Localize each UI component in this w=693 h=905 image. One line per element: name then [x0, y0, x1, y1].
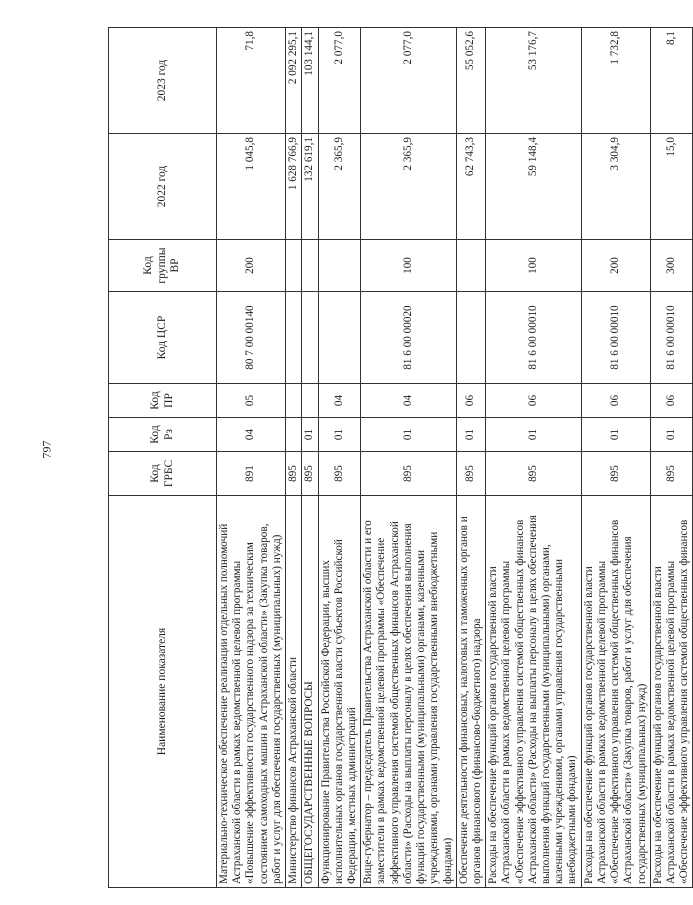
row-name: Обеспечение деятельности финансовых, налоговых и таможенных органов и органов финансового (финансово-бюджетного) надзора — [456, 496, 485, 888]
row-grbs: 895 — [581, 452, 650, 496]
row-rz: 01 — [650, 418, 693, 452]
row-pr: 06 — [650, 384, 693, 418]
page-number: 797 — [39, 440, 54, 459]
row-2023: 2 077,0 — [318, 28, 361, 134]
header-2022: 2022 год — [109, 134, 217, 240]
row-vr — [456, 240, 485, 292]
row-name: Расходы на обеспечение функций органов государственной власти Астраханской области в рамках ведомственной целевой программы «Обеспечение эффективного управления системой общественных финансов Астраханской области» (Закупка товаров, работ и услуг для обеспечения государственных (муниципальных) нужд) — [581, 496, 650, 888]
row-vr: 300 — [650, 240, 693, 292]
row-pr — [286, 384, 302, 418]
header-grbs: Код ГРБС — [109, 452, 217, 496]
table-row — [217, 28, 286, 888]
header-vr: Код группы ВР — [109, 240, 217, 292]
row-name: Функционирование Правительства Российской Федерации, высших исполнительных органов государственной власти субъектов Российской Федерации, местных администраций — [318, 496, 361, 888]
row-pr — [302, 384, 318, 418]
row-csr — [318, 292, 361, 384]
row-rz: 01 — [302, 418, 318, 452]
row-2023: 2 092 295,1 — [286, 28, 302, 134]
row-vr: 100 — [486, 240, 582, 292]
row-rz: 04 — [217, 418, 286, 452]
row-vr — [286, 240, 302, 292]
table-row — [302, 28, 318, 888]
table-row — [361, 28, 457, 888]
row-grbs: 895 — [302, 452, 318, 496]
header-2023: 2023 год — [109, 28, 217, 134]
row-rz: 01 — [318, 418, 361, 452]
row-csr: 81 6 00 00010 — [581, 292, 650, 384]
row-2023: 1 732,8 — [581, 28, 650, 134]
row-csr — [302, 292, 318, 384]
row-pr: 06 — [456, 384, 485, 418]
row-rz: 01 — [581, 418, 650, 452]
header-csr: Код ЦСР — [109, 292, 217, 384]
row-rz: 01 — [361, 418, 457, 452]
row-vr: 200 — [581, 240, 650, 292]
row-grbs: 895 — [286, 452, 302, 496]
row-2022: 2 365,9 — [318, 134, 361, 240]
row-csr — [456, 292, 485, 384]
row-rz: 01 — [486, 418, 582, 452]
row-2022: 59 148,4 — [486, 134, 582, 240]
row-2023: 2 077,0 — [361, 28, 457, 134]
row-name: ОБЩЕГОСУДАРСТВЕННЫЕ ВОПРОСЫ — [302, 496, 318, 888]
row-vr: 200 — [217, 240, 286, 292]
row-rz: 01 — [456, 418, 485, 452]
row-csr: 81 6 00 00010 — [650, 292, 693, 384]
row-grbs: 895 — [650, 452, 693, 496]
row-2022: 2 365,9 — [361, 134, 457, 240]
row-csr: 81 6 00 00020 — [361, 292, 457, 384]
row-pr: 05 — [217, 384, 286, 418]
row-pr: 04 — [318, 384, 361, 418]
row-csr — [286, 292, 302, 384]
table-row — [486, 28, 582, 888]
row-name: Министерство финансов Астраханской области — [286, 496, 302, 888]
table-row — [456, 28, 485, 888]
budget-table — [108, 27, 693, 888]
rotated-page-area — [108, 28, 691, 888]
row-2023: 53 176,7 — [486, 28, 582, 134]
row-2022: 1 628 766,9 — [286, 134, 302, 240]
row-vr — [302, 240, 318, 292]
row-grbs: 891 — [217, 452, 286, 496]
row-grbs: 895 — [486, 452, 582, 496]
header-pr: Код ПР — [109, 384, 217, 418]
table-header-row — [109, 28, 217, 888]
header-rz: Код Рз — [109, 418, 217, 452]
row-vr: 100 — [361, 240, 457, 292]
table-row — [650, 28, 693, 888]
table-row — [581, 28, 650, 888]
table-row — [286, 28, 302, 888]
row-2023: 71,8 — [217, 28, 286, 134]
row-grbs: 895 — [456, 452, 485, 496]
row-name: Расходы на обеспечение функций органов государственной власти Астраханской области в рамках ведомственной целевой программы «Обеспечение эффективного управления системой общественных финансов — [650, 496, 693, 888]
rotated-table-container — [108, 28, 691, 888]
row-2023: 103 144,1 — [302, 28, 318, 134]
row-vr — [318, 240, 361, 292]
row-grbs: 895 — [361, 452, 457, 496]
row-2022: 1 045,8 — [217, 134, 286, 240]
row-rz — [286, 418, 302, 452]
row-name: Вице-губернатор – председатель Правительства Астраханской области и его заместители в рамках ведомственной целевой программы «Обеспечение эффективного управления системой общественных финансов Астраханской области» (Расходы на выплаты персоналу в целях обеспечения выполнения функций государственными (муниципальными) органами, казенными учреждениями, органами управления государственными внебюджетными фондами) — [361, 496, 457, 888]
row-pr: 06 — [486, 384, 582, 418]
row-2023: 8,1 — [650, 28, 693, 134]
row-csr: 80 7 00 00140 — [217, 292, 286, 384]
row-grbs: 895 — [318, 452, 361, 496]
row-pr: 04 — [361, 384, 457, 418]
row-2022: 132 619,1 — [302, 134, 318, 240]
row-pr: 06 — [581, 384, 650, 418]
row-2022: 3 304,9 — [581, 134, 650, 240]
header-name: Наименование показателя — [109, 496, 217, 888]
row-2022: 62 743,3 — [456, 134, 485, 240]
row-2022: 15,0 — [650, 134, 693, 240]
row-2023: 55 052,6 — [456, 28, 485, 134]
row-name: Материально-техническое обеспечение реализации отдельных полномочий Астраханской области в рамках ведомственной целевой программы «Повышение эффективности государственного надзора за техническим состоянием самоходных машин в Астраханской области» (Закупка товаров, работ и услуг для обеспечения государственных (муниципальных) нужд) — [217, 496, 286, 888]
row-csr: 81 6 00 00010 — [486, 292, 582, 384]
table-row — [318, 28, 361, 888]
row-name: Расходы на обеспечение функций органов государственной власти Астраханской области в рамках ведомственной целевой программы «Обеспечение эффективного управления системой общественных финансов Астраханской области» (Расходы на выплаты персоналу в целях обеспечения выполнения функций государственными (муниципальными) органами, казенными учреждениями, органами управления государственными внебюджетными фондами) — [486, 496, 582, 888]
